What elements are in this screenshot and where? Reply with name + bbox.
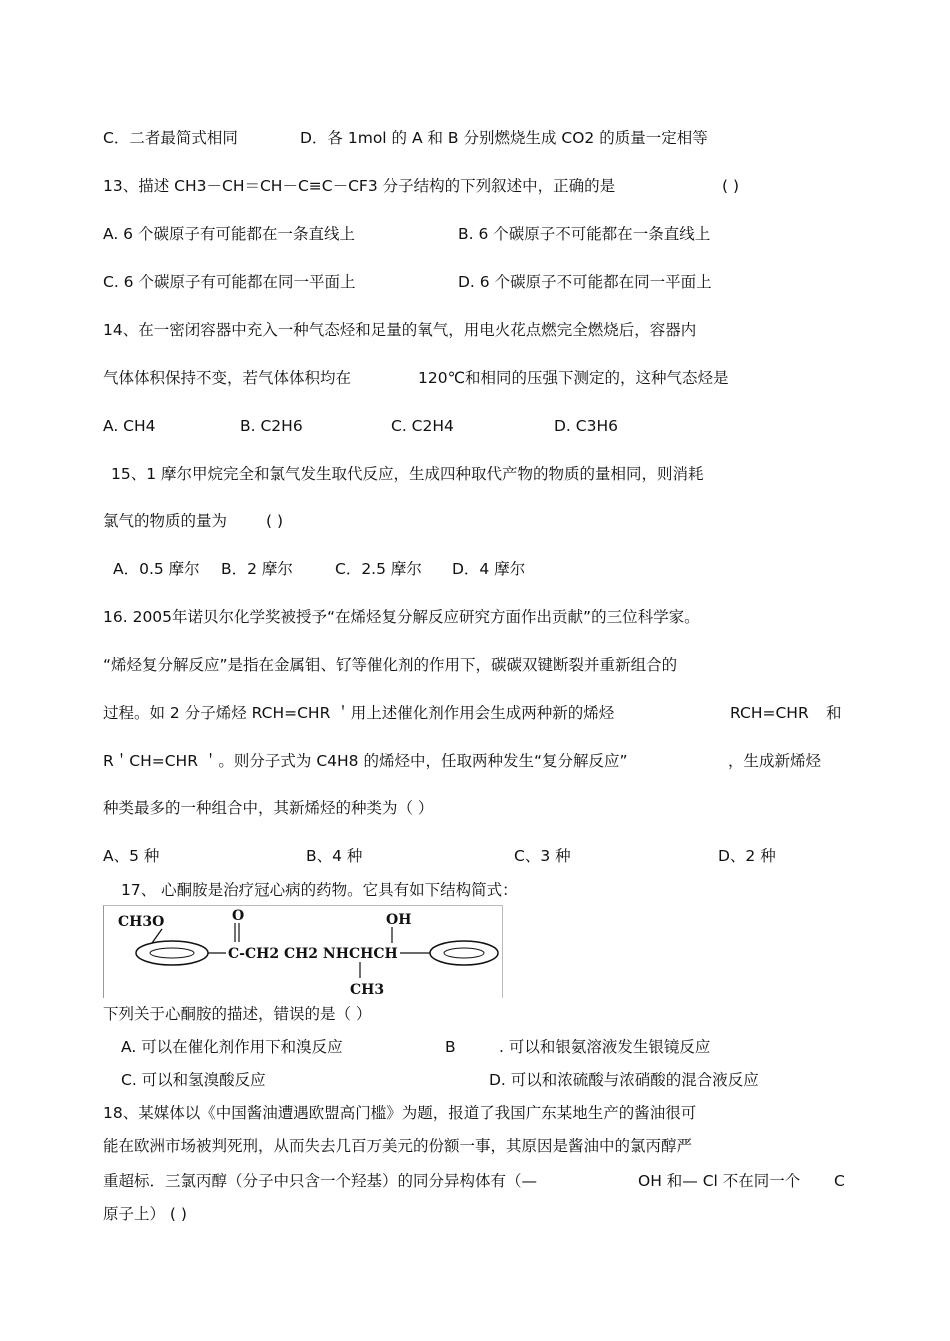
q16-option-b: B、4 种 bbox=[306, 847, 363, 865]
q14-option-d: D. C3H6 bbox=[554, 417, 618, 435]
q15-answer-paren: ( ) bbox=[266, 512, 284, 530]
q16-line1: 16. 2005年诺贝尔化学奖被授予“在烯烃复分解反应研究方面作出贡献”的三位科学家。 bbox=[103, 608, 700, 626]
q18-line3a: 重超标．三氯丙醇（分子中只含一个羟基）的同分异构体有（— bbox=[103, 1172, 538, 1190]
oh-label: OH bbox=[386, 912, 412, 928]
right-benzene-inner bbox=[444, 948, 484, 958]
q13-option-b: B. 6 个碳原子不可能都在一条直线上 bbox=[458, 225, 711, 243]
q18-line1: 18、某媒体以《中国酱油遭遇欧盟高门槛》为题，报道了我国广东某地生产的酱油很可 bbox=[103, 1104, 697, 1122]
q17-option-b: . 可以和银氨溶液发生银镜反应 bbox=[499, 1038, 711, 1056]
q15-option-d: D．4 摩尔 bbox=[452, 560, 526, 578]
q16-line3c: 和 bbox=[826, 704, 842, 722]
q14-option-b: B. C2H6 bbox=[240, 417, 303, 435]
structural-formula-xintongan bbox=[103, 905, 503, 998]
q12-option-c: C．二者最简式相同 bbox=[103, 129, 238, 147]
q16-line3a: 过程。如 2 分子烯烃 RCH=CHR ＇用上述催化剂作用会生成两种新的烯烃 bbox=[103, 704, 615, 722]
q16-line3b: RCH=CHR bbox=[730, 704, 809, 722]
q13-answer-paren: ( ) bbox=[722, 177, 740, 195]
q15-option-a: A．0.5 摩尔 bbox=[113, 560, 200, 578]
q16-option-d: D、2 种 bbox=[718, 847, 776, 865]
q14-line2a: 气体体积保持不变，若气体体积均在 bbox=[103, 369, 352, 387]
q18-line3b: OH 和— Cl 不在同一个 bbox=[638, 1172, 801, 1190]
carbonyl-o-label: O bbox=[232, 908, 245, 924]
right-benzene-ring bbox=[430, 941, 498, 965]
q13-stem: 13、描述 CH3－CH＝CH－C≡C－CF3 分子结构的下列叙述中，正确的是 bbox=[103, 177, 616, 195]
q16-option-a: A、5 种 bbox=[103, 847, 160, 865]
q17-option-d: D. 可以和浓硫酸与浓硝酸的混合液反应 bbox=[489, 1071, 759, 1089]
q12-option-d: D．各 1mol 的 A 和 B 分别燃烧生成 CO2 的质量一定相等 bbox=[300, 129, 708, 147]
q18-line3c: C bbox=[834, 1172, 845, 1190]
q16-line2: “烯烃复分解反应”是指在金属钼、钌等催化剂的作用下，碳碳双键断裂并重新组合的 bbox=[103, 656, 678, 674]
q14-option-c: C. C2H4 bbox=[391, 417, 454, 435]
structure-svg bbox=[104, 906, 502, 998]
q13-option-a: A. 6 个碳原子有可能都在一条直线上 bbox=[103, 225, 355, 243]
q15-option-b: B．2 摩尔 bbox=[221, 560, 293, 578]
ch3o-label: CH3O bbox=[118, 914, 165, 930]
main-chain-label: C-CH2 CH2 NHCHCH bbox=[228, 946, 398, 962]
q16-option-c: C、3 种 bbox=[514, 847, 571, 865]
q13-option-c: C. 6 个碳原子有可能都在同一平面上 bbox=[103, 273, 356, 291]
q16-line4b: ，生成新烯烃 bbox=[728, 752, 822, 770]
q17-option-a: A. 可以在催化剂作用下和溴反应 bbox=[121, 1038, 343, 1056]
left-benzene-inner bbox=[150, 948, 194, 958]
q15-option-c: C．2.5 摩尔 bbox=[335, 560, 422, 578]
q17-option-c: C. 可以和氢溴酸反应 bbox=[121, 1071, 266, 1089]
q14-line1: 14、在一密闭容器中充入一种气态烃和足量的氧气，用电火花点燃完全燃烧后，容器内 bbox=[103, 321, 697, 339]
q17-option-b-letter: B bbox=[445, 1038, 456, 1056]
q16-line5: 种类最多的一种组合中，其新烯烃的种类为（ ） bbox=[103, 799, 434, 817]
q13-option-d: D. 6 个碳原子不可能都在同一平面上 bbox=[458, 273, 712, 291]
q16-line4a: R＇CH=CHR ＇。则分子式为 C4H8 的烯烃中，任取两种发生“复分解反应” bbox=[103, 752, 628, 770]
q15-line1: 15、1 摩尔甲烷完全和氯气发生取代反应，生成四种取代产物的物质的量相同，则消耗 bbox=[111, 465, 704, 483]
q17-ask: 下列关于心酮胺的描述，错误的是（ ） bbox=[103, 1005, 372, 1023]
ch3-label: CH3 bbox=[350, 982, 385, 998]
q18-line2: 能在欧洲市场被判死刑，从而失去几百万美元的份额一事，其原因是酱油中的氯丙醇严 bbox=[103, 1137, 693, 1155]
q15-line2: 氯气的物质的量为 bbox=[103, 512, 228, 530]
q18-line4: 原子上） ( ) bbox=[103, 1205, 187, 1223]
left-benzene-ring bbox=[136, 941, 208, 965]
q17-stem: 17、 心酮胺是治疗冠心病的药物。它具有如下结构简式： bbox=[121, 881, 518, 899]
q14-option-a: A. CH4 bbox=[103, 417, 156, 435]
q14-line2b: 120℃和相同的压强下测定的，这种气态烃是 bbox=[418, 369, 729, 387]
